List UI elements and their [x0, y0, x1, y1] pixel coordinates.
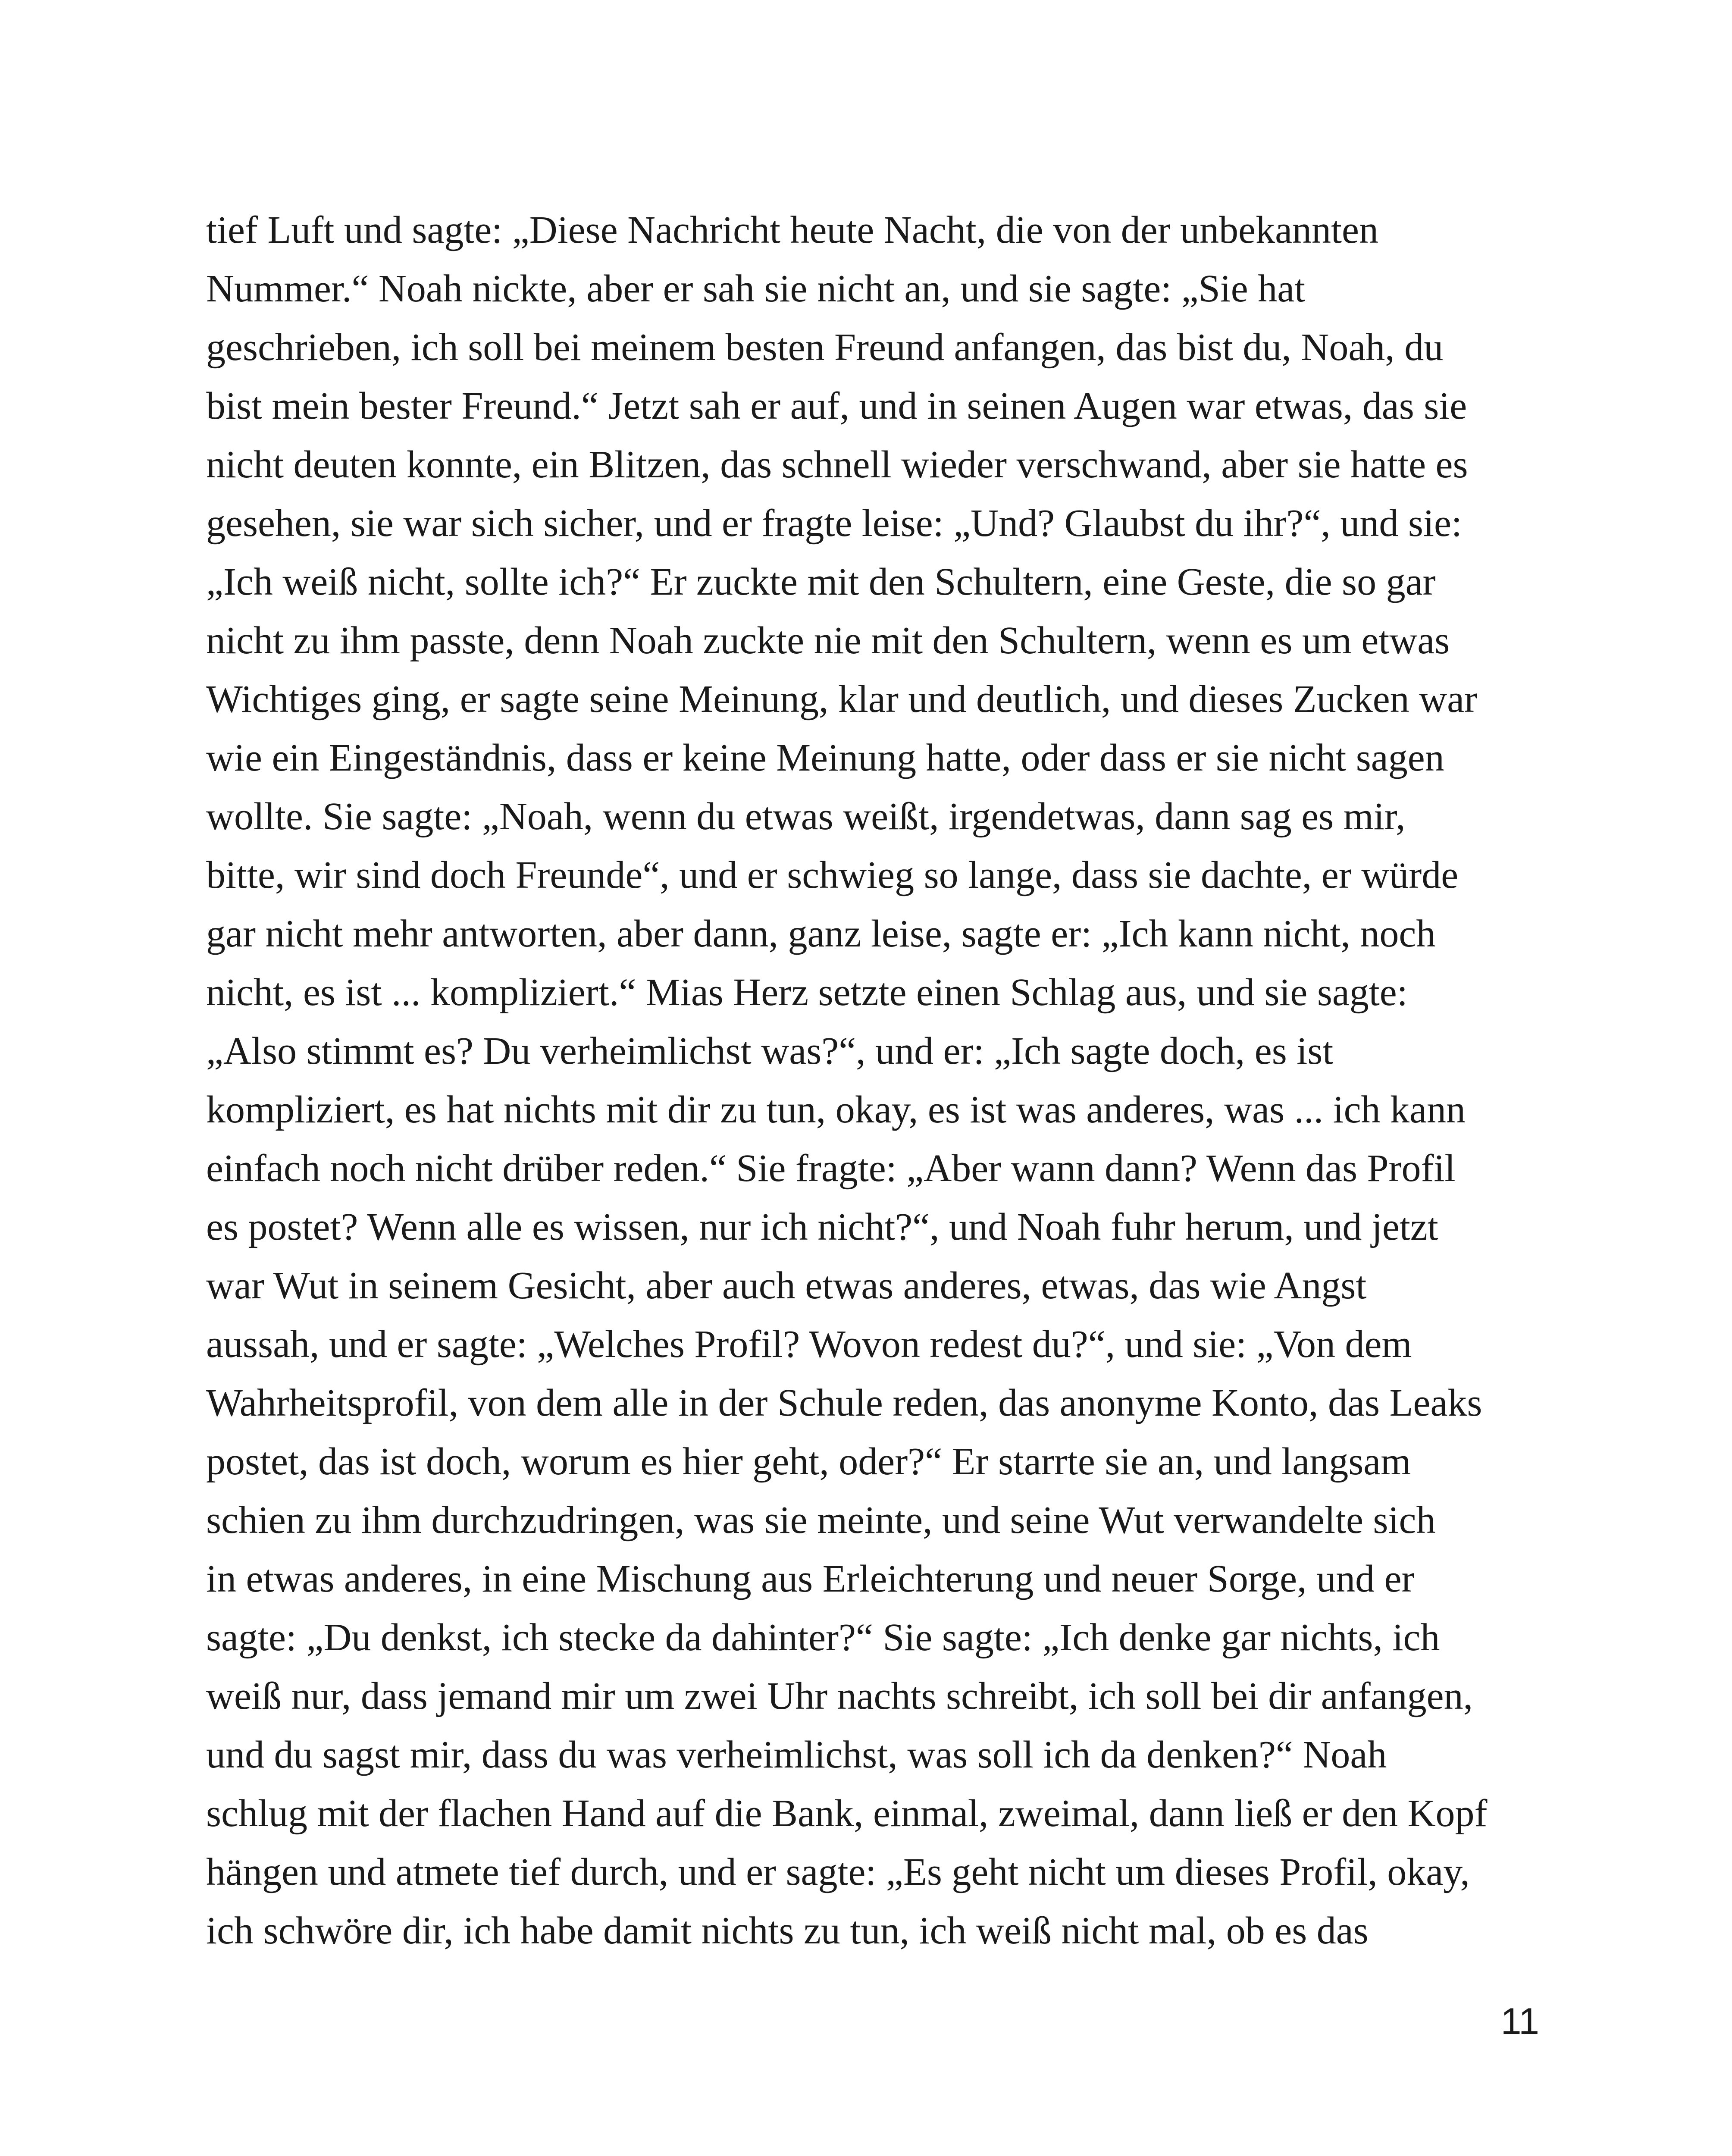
text-line: weiß nur, dass jemand mir um zwei Uhr nachts schreibt, ich soll bei dir anfangen, — [206, 1675, 1473, 1717]
text-line: einfach noch nicht drüber reden.“ Sie fragte: „Aber wann dann? Wenn das Profil — [206, 1147, 1456, 1190]
text-line: nicht, es ist ... kompliziert.“ Mias Herz setzte einen Schlag aus, und sie sagte: — [206, 971, 1408, 1014]
text-line: Nummer.“ Noah nickte, aber er sah sie nicht an, und sie sagte: „Sie hat — [206, 267, 1306, 310]
text-line: aussah, und er sagte: „Welches Profil? Wovon redest du?“, und sie: „Von dem — [206, 1323, 1412, 1366]
text-line: geschrieben, ich soll bei meinem besten Freund anfangen, das bist du, Noah, du — [206, 326, 1444, 369]
text-line: „Also stimmt es? Du verheimlichst was?“, und er: „Ich sagte doch, es ist — [206, 1030, 1334, 1072]
text-line: „Ich weiß nicht, sollte ich?“ Er zuckte mit den Schultern, eine Geste, die so gar — [206, 561, 1436, 603]
text-line: bist mein bester Freund.“ Jetzt sah er auf, und in seinen Augen war etwas, das sie — [206, 385, 1467, 427]
text-line: in etwas anderes, in eine Mischung aus Erleichterung und neuer Sorge, und er — [206, 1557, 1415, 1600]
text-line: bitte, wir sind doch Freunde“, und er schwieg so lange, dass sie dachte, er würde — [206, 854, 1459, 896]
text-line: und du sagst mir, dass du was verheimlichst, was soll ich da denken?“ Noah — [206, 1733, 1387, 1776]
text-line: tief Luft und sagte: „Diese Nachricht heute Nacht, die von der unbekannten — [206, 209, 1378, 251]
text-line: gesehen, sie war sich sicher, und er fragte leise: „Und? Glaubst du ihr?“, und sie: — [206, 502, 1462, 545]
page-number: 11 — [1500, 2001, 1539, 2042]
text-line: es postet? Wenn alle es wissen, nur ich nicht?“, und Noah fuhr herum, und jetzt — [206, 1206, 1438, 1248]
text-line: nicht zu ihm passte, denn Noah zuckte nie mit den Schultern, wenn es um etwas — [206, 619, 1450, 662]
text-line: sagte: „Du denkst, ich stecke da dahinter?“ Sie sagte: „Ich denke gar nichts, ich — [206, 1616, 1440, 1659]
text-line: Wichtiges ging, er sagte seine Meinung, klar und deutlich, und dieses Zucken war — [206, 678, 1478, 721]
text-line: nicht deuten konnte, ein Blitzen, das schnell wieder verschwand, aber sie hatte es — [206, 443, 1468, 486]
text-line: ich schwöre dir, ich habe damit nichts zu tun, ich weiß nicht mal, ob es das — [206, 1909, 1369, 1952]
text-line: wie ein Eingeständnis, dass er keine Meinung hatte, oder dass er sie nicht sagen — [206, 736, 1444, 779]
text-line: wollte. Sie sagte: „Noah, wenn du etwas weißt, irgendetwas, dann sag es mir, — [206, 795, 1406, 838]
text-line: war Wut in seinem Gesicht, aber auch etwas anderes, etwas, das wie Angst — [206, 1264, 1367, 1307]
text-line: schlug mit der flachen Hand auf die Bank, einmal, zweimal, dann ließ er den Kopf — [206, 1792, 1488, 1835]
text-line: schien zu ihm durchzudringen, was sie meinte, und seine Wut verwandelte sich — [206, 1499, 1436, 1542]
text-line: kompliziert, es hat nichts mit dir zu tun, okay, es ist was anderes, was ... ich kann — [206, 1088, 1466, 1131]
text-line: Wahrheitsprofil, von dem alle in der Schule reden, das anonyme Konto, das Leaks — [206, 1382, 1482, 1424]
text-line: postet, das ist doch, worum es hier geht, oder?“ Er starrte sie an, und langsam — [206, 1440, 1411, 1483]
text-line: gar nicht mehr antworten, aber dann, ganz leise, sagte er: „Ich kann nicht, noch — [206, 912, 1436, 955]
text-line: hängen und atmete tief durch, und er sagte: „Es geht nicht um dieses Profil, okay, — [206, 1851, 1470, 1893]
